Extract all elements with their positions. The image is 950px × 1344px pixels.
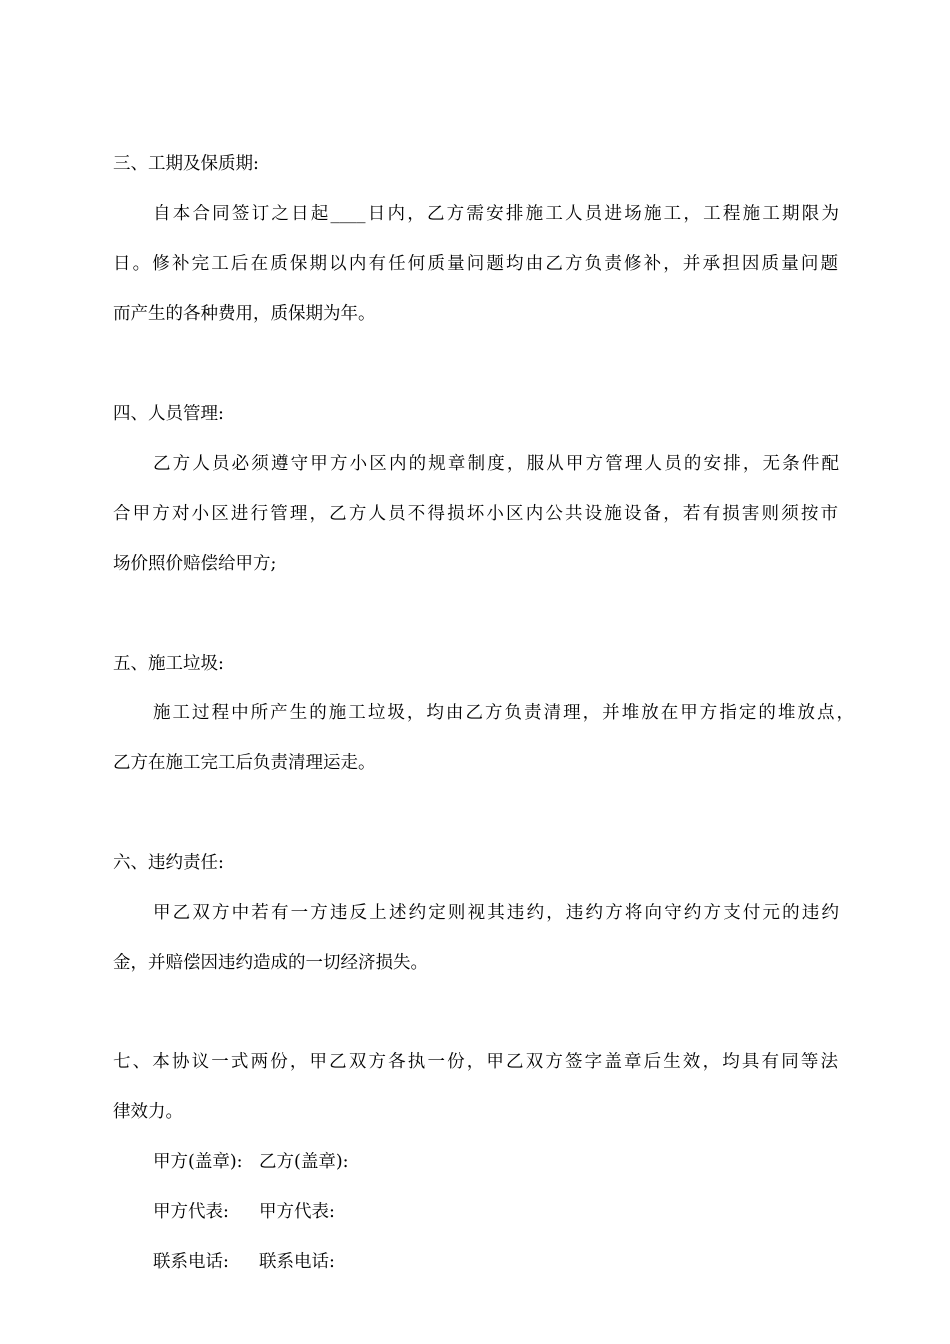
section-5-line-2: 乙方在施工完工后负责清理运走。	[113, 753, 376, 773]
section-3-heading: 三、工期及保质期:	[113, 154, 259, 174]
party-a-rep-label: 甲方代表:	[153, 1202, 229, 1222]
party-b-seal-label: 乙方(盖章):	[259, 1152, 349, 1172]
section-6-heading: 六、违约责任:	[113, 853, 224, 873]
section-4-line-3: 场价照价赔偿给甲方;	[113, 554, 277, 574]
signature-phone-row	[153, 1244, 335, 1280]
section-7-line-2: 律效力。	[113, 1102, 183, 1122]
party-b-rep-label: 甲方代表:	[259, 1202, 335, 1222]
section-3-line-3: 而产生的各种费用，质保期为年。	[113, 304, 376, 324]
party-a-seal-label: 甲方(盖章):	[153, 1152, 243, 1172]
party-a-phone-label: 联系电话:	[153, 1252, 229, 1272]
section-5-heading: 五、施工垃圾:	[113, 654, 224, 674]
section-3-line-1: 自本合同签订之日起____日内，乙方需安排施工人员进场施工，工程施工期限为	[153, 204, 839, 224]
section-6-line-2: 金，并赔偿因违约造成的一切经济损失。	[113, 953, 428, 973]
signature-rep-row	[153, 1194, 335, 1230]
section-4-line-1: 乙方人员必须遵守甲方小区内的规章制度，服从甲方管理人员的安排，无条件配	[153, 454, 839, 474]
party-b-phone-label: 联系电话:	[259, 1252, 335, 1272]
section-3-line-2: 日。修补完工后在质保期以内有任何质量问题均由乙方负责修补，并承担因质量问题	[113, 254, 838, 274]
section-4-line-2: 合甲方对小区进行管理，乙方人员不得损坏小区内公共设施设备，若有损害则须按市	[113, 504, 838, 524]
section-5-line-1: 施工过程中所产生的施工垃圾，均由乙方负责清理，并堆放在甲方指定的堆放点，	[153, 703, 854, 723]
section-7-line-1: 七、本协议一式两份，甲乙双方各执一份，甲乙双方签字盖章后生效，均具有同等法	[113, 1052, 838, 1072]
section-4-heading: 四、人员管理:	[113, 404, 224, 424]
section-6-line-1: 甲乙双方中若有一方违反上述约定则视其违约，违约方将向守约方支付元的违约	[153, 903, 839, 923]
signature-seal-row	[153, 1144, 349, 1180]
